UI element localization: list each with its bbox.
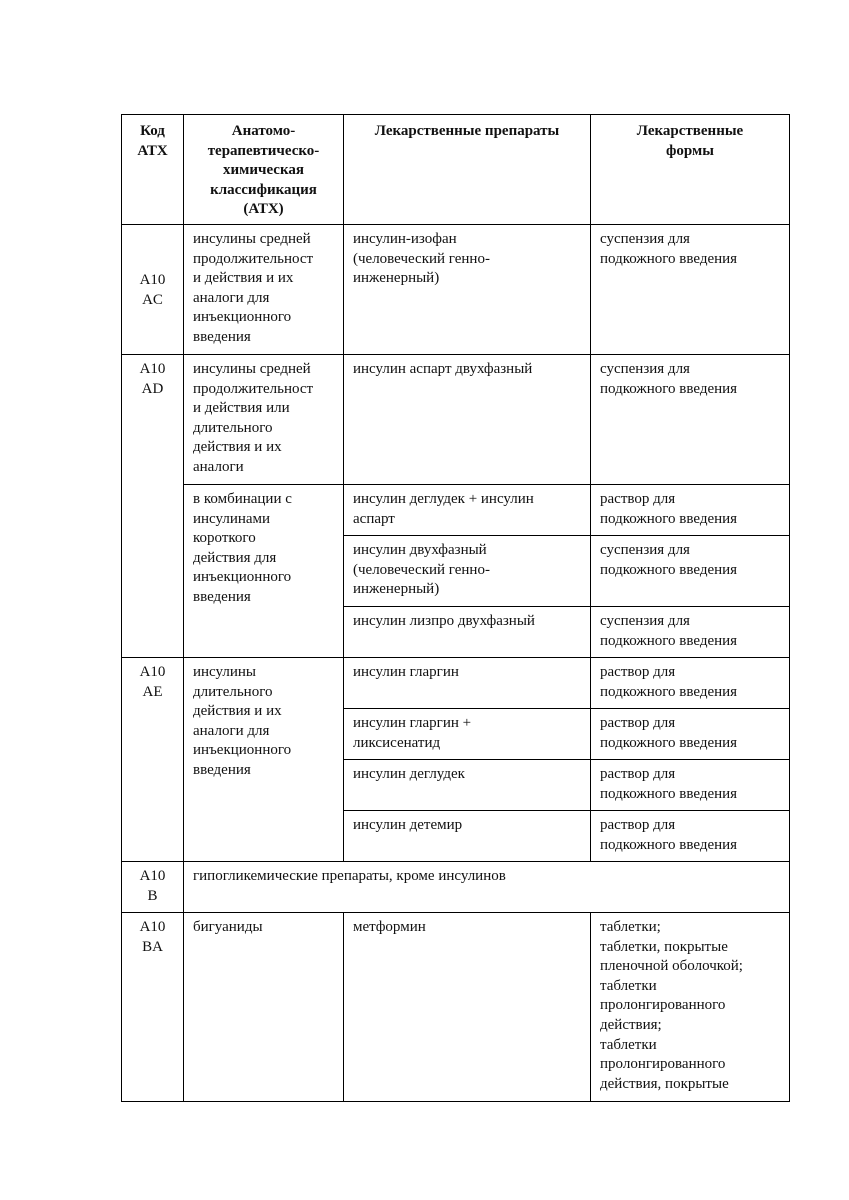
header-classification: Анатомо- терапевтическо- химическая классификация (АТХ) [184, 115, 344, 225]
atx-code: A10 AD [122, 355, 184, 658]
form-cell: раствор для подкожного введения [591, 658, 790, 709]
atx-code: A10 BA [122, 913, 184, 1102]
header-code: Код АТХ [122, 115, 184, 225]
drug-cell: метформин [344, 913, 591, 1102]
form-cell: суспензия для подкожного введения [591, 355, 790, 485]
table-row [122, 913, 790, 1102]
classification-cell: гипогликемические препараты, кроме инсулинов [184, 862, 790, 913]
drug-cell: инсулин детемир [344, 811, 591, 862]
header-row [122, 115, 790, 225]
table-row [122, 658, 790, 709]
classification-cell: инсулины средней продолжительност и действия или длительного действия и их аналоги [184, 355, 344, 485]
classification-cell: инсулины длительного действия и их аналоги для инъекционного введения [184, 658, 344, 862]
form-cell: таблетки; таблетки, покрытые пленочной оболочкой; таблетки пролонгированного действия; таблетки пролонгированного действия, покрытые [591, 913, 790, 1102]
classification-cell: в комбинации с инсулинами короткого действия для инъекционного введения [184, 485, 344, 658]
drug-cell: инсулин гларгин [344, 658, 591, 709]
table-row [122, 485, 790, 536]
form-cell: раствор для подкожного введения [591, 709, 790, 760]
classification-cell: инсулины средней продолжительност и действия и их аналоги для инъекционного введения [184, 225, 344, 355]
form-cell: раствор для подкожного введения [591, 811, 790, 862]
atx-code: A10 AE [122, 658, 184, 862]
form-cell: суспензия для подкожного введения [591, 536, 790, 607]
atx-table [121, 114, 790, 1102]
drug-cell: инсулин двухфазный (человеческий генно- инженерный) [344, 536, 591, 607]
form-cell: суспензия для подкожного введения [591, 607, 790, 658]
atx-code: A10 AC [122, 225, 184, 355]
table-row [122, 225, 790, 355]
drug-cell: инсулин гларгин + ликсисенатид [344, 709, 591, 760]
drug-cell: инсулин-изофан (человеческий генно- инженерный) [344, 225, 591, 355]
form-cell: раствор для подкожного введения [591, 485, 790, 536]
drug-cell: инсулин деглудек + инсулин аспарт [344, 485, 591, 536]
drug-cell: инсулин аспарт двухфазный [344, 355, 591, 485]
atx-code: A10 B [122, 862, 184, 913]
table-row [122, 355, 790, 485]
form-cell: суспензия для подкожного введения [591, 225, 790, 355]
header-forms: Лекарственные формы [591, 115, 790, 225]
drug-cell: инсулин лизпро двухфазный [344, 607, 591, 658]
header-drugs: Лекарственные препараты [344, 115, 591, 225]
table-row [122, 862, 790, 913]
drug-cell: инсулин деглудек [344, 760, 591, 811]
form-cell: раствор для подкожного введения [591, 760, 790, 811]
classification-cell: бигуаниды [184, 913, 344, 1102]
